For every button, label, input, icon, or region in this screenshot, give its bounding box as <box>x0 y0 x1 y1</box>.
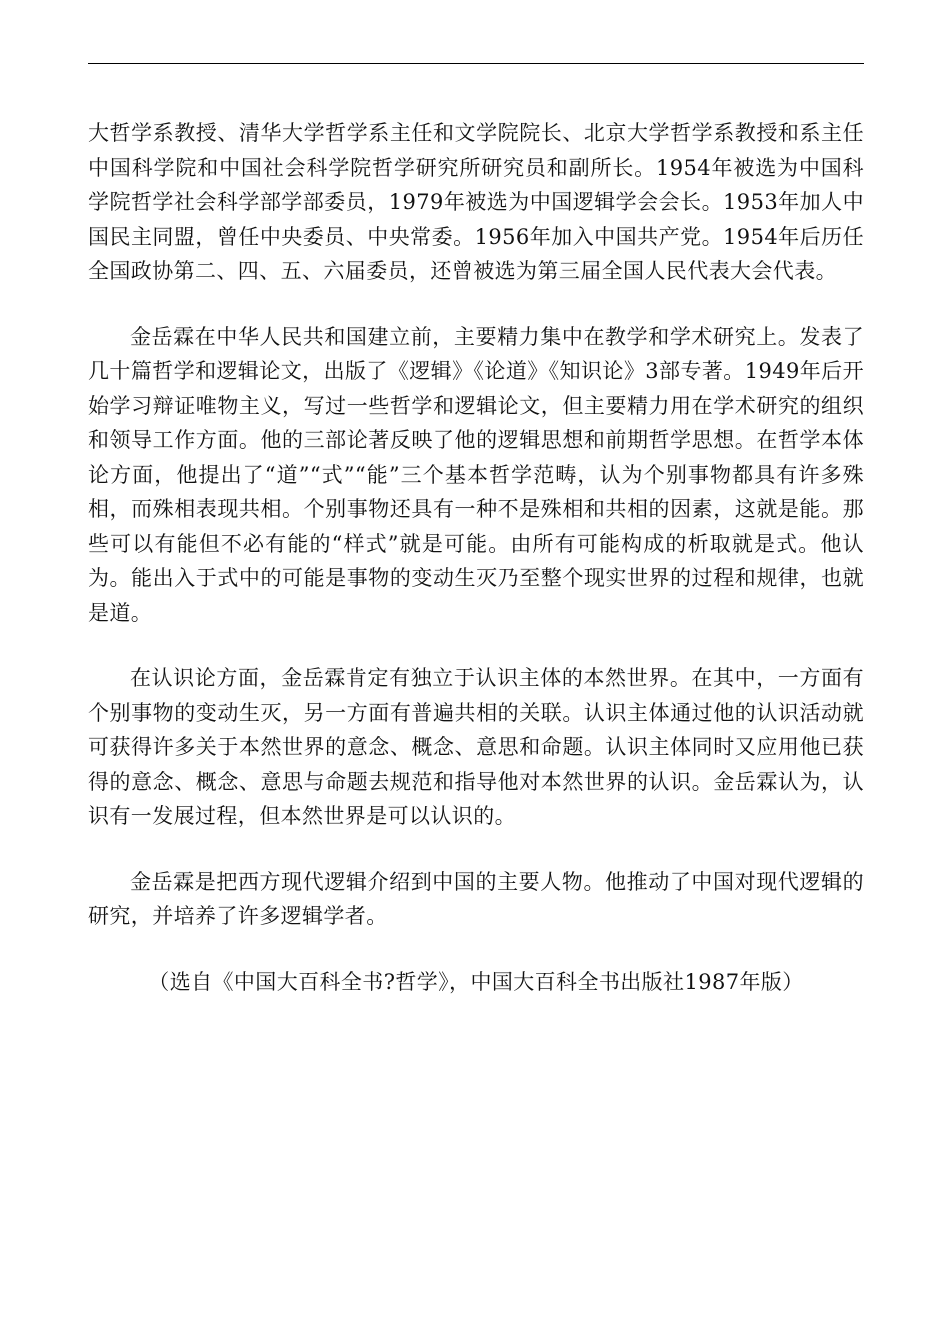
paragraph-3: 在认识论方面，金岳霖肯定有独立于认识主体的本然世界。在其中，一方面有个别事物的变动生灭，另一方面有普遍共相的关联。认识主体通过他的认识活动就可获得许多关于本然世界的意念、概念、意思和命题。认识主体同时又应用他已获得的意念、概念、意思与命题去规范和指导他对本然世界的认识。金岳霖认为，认识有一发展过程，但本然世界是可以认识的。 <box>88 666 864 828</box>
document-page <box>88 0 864 1342</box>
paragraph-2: 金岳霖在中华人民共和国建立前，主要精力集中在教学和学术研究上。发表了几十篇哲学和逻辑论文，出版了《逻辑》《论道》《知识论》3部专著。1949年后开始学习辩证唯物主义，写过一些哲学和逻辑论文，但主要精力用在学术研究的组织和领导工作方面。他的三部论著反映了他的逻辑思想和前期哲学思想。在哲学本体论方面，他提出了“道”“式”“能”三个基本哲学范畴，认为个别事物都具有许多殊相，而殊相表现共相。个别事物还具有一种不是殊相和共相的因素，这就是能。那些可以有能但不必有能的“样式”就是可能。由所有可能构成的析取就是式。他认为。能出入于式中的可能是事物的变动生灭乃至整个现实世界的过程和规律，也就是道。 <box>88 324 864 625</box>
paragraph-1: 大哲学系教授、清华大学哲学系主任和文学院院长、北京大学哲学系教授和系主任中国科学院和中国社会科学院哲学研究所研究员和副所长。1954年被选为中国科学院哲学社会科学部学部委员，1979年被选为中国逻辑学会会长。1953年加人中国民主同盟，曾任中央委员、中央常委。1956年加入中国共产党。1954年后历任全国政协第二、四、五、六届委员，还曾被选为第三届全国人民代表大会代表。 <box>88 121 864 283</box>
document-body <box>88 116 864 999</box>
paragraph-4: 金岳霖是把西方现代逻辑介绍到中国的主要人物。他推动了中国对现代逻辑的研究，并培养了许多逻辑学者。 <box>88 869 864 928</box>
header-rule <box>88 63 864 64</box>
source-citation: （选自《中国大百科全书?哲学》，中国大百科全书出版社1987年版） <box>148 969 804 994</box>
